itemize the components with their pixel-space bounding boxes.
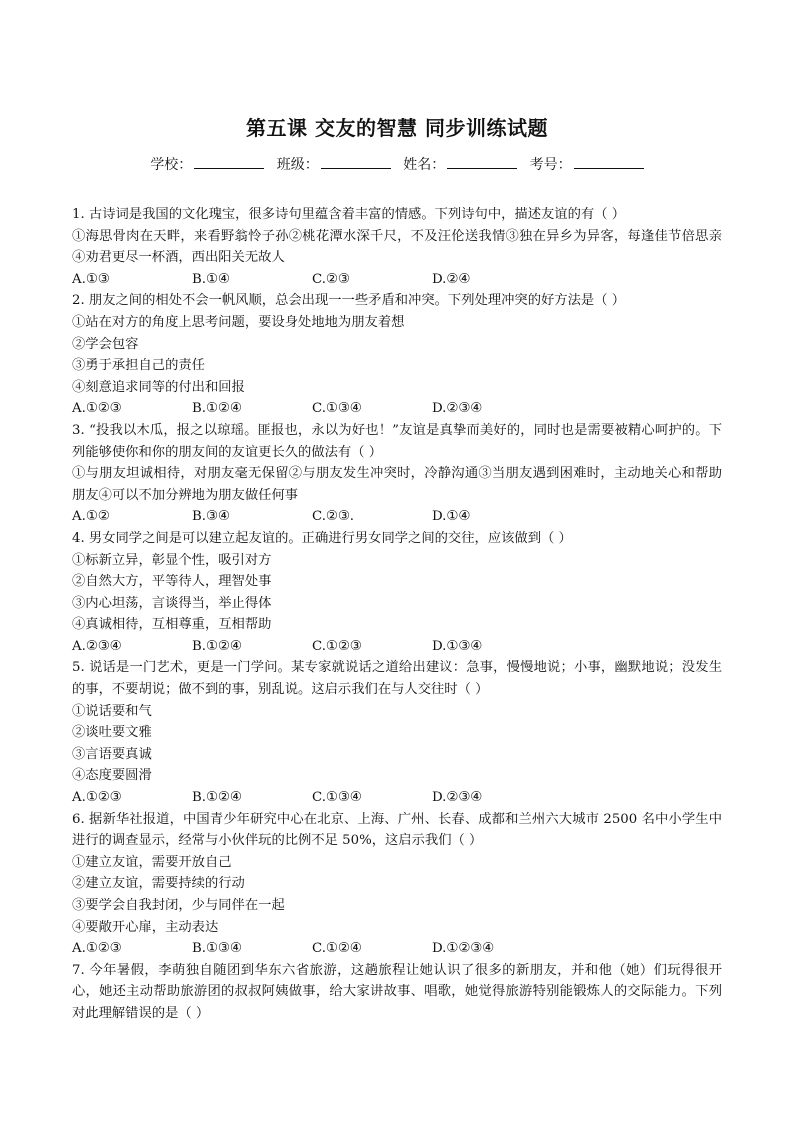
answer-option-b[interactable]: B.①②④ xyxy=(192,638,242,654)
answer-option-c[interactable]: C.①②④ xyxy=(312,941,362,957)
question-4 xyxy=(72,528,722,658)
number-field[interactable] xyxy=(530,154,644,174)
statement-line: ①标新立异，彰显个性，吸引对方 xyxy=(72,552,272,568)
class-field[interactable] xyxy=(277,154,391,174)
answer-option-c[interactable]: C.①②③ xyxy=(312,638,362,654)
answer-option-b[interactable]: B.①②④ xyxy=(192,401,242,417)
statement-line: ③勇于承担自己的责任 xyxy=(72,358,205,374)
statement-line: ③内心坦荡，言谈得当，举止得体 xyxy=(72,595,272,611)
answer-option-a[interactable]: A.②③④ xyxy=(72,638,122,654)
answer-option-d[interactable]: D.①③④ xyxy=(432,638,483,654)
answer-option-d[interactable]: D.①④ xyxy=(432,509,471,525)
answer-option-b[interactable]: B.①②④ xyxy=(192,790,242,806)
name-blank[interactable] xyxy=(447,156,517,169)
statement-line: ③要学会自我封闭，少与同伴在一起 xyxy=(72,898,285,913)
student-info-row xyxy=(0,154,794,174)
class-blank[interactable] xyxy=(321,156,391,169)
class-label: 班级： xyxy=(276,157,319,173)
statement-line: ①站在对方的角度上思考问题，要设身处地地为朋友着想 xyxy=(72,314,405,330)
school-field[interactable] xyxy=(150,154,264,174)
statement-line: ②自然大方，平等待人，理智处事 xyxy=(72,574,272,590)
question-5 xyxy=(72,657,722,808)
option-row xyxy=(72,938,722,960)
question-stem: 3. “投我以木瓜，报之以琼瑶。匪报也，永以为好也！”友谊是真挚而美好的，同时也是需要被精心呵护的。下列能够使你和你的朋友间的友谊更长久的做法有（ ） xyxy=(72,422,722,460)
answer-option-b[interactable]: B.①③④ xyxy=(192,941,242,957)
answer-option-b[interactable]: B.①④ xyxy=(192,271,230,287)
page-title: 第五课 交友的智慧 同步训练试题 xyxy=(246,116,548,140)
question-stem: 4. 男女同学之间是可以建立起友谊的。正确进行男女同学之间的交往，应该做到（ ） xyxy=(72,530,572,546)
name-label: 姓名： xyxy=(403,157,446,173)
question-stem: 5. 说话是一门艺术，更是一门学问。某专家就说话之道给出建议：急事，慢慢地说；小事，幽默地说；没发生的事，不要胡说；做不到的事，别乱说。这启示我们在与人交往时（ ） xyxy=(72,660,722,698)
statement-line: ③言语要真诚 xyxy=(72,746,152,762)
answer-option-c[interactable]: C.②③ xyxy=(312,271,350,287)
school-blank[interactable] xyxy=(194,156,264,169)
question-3 xyxy=(72,420,722,528)
school-label: 学校： xyxy=(150,157,193,173)
statement-line: ④要敞开心扉，主动表达 xyxy=(72,919,219,935)
answer-option-d[interactable]: D.②④ xyxy=(432,271,471,287)
statement-line: ①说话要和气 xyxy=(72,703,152,719)
answer-option-d[interactable]: D.②③④ xyxy=(432,401,483,417)
number-label: 考号： xyxy=(529,157,572,173)
answer-option-c[interactable]: C.①③④ xyxy=(312,401,362,417)
question-stem: 7. 今年暑假，李萌独自随团到华东六省旅游，这趟旅程让她认识了很多的新朋友，并和他（她）们玩得很开心，她还主动帮助旅游团的叔叔阿姨做事，给大家讲故事、唱歌，她觉得旅游特别能锻炼人的交际能力。下列对此理解错误的是（ ） xyxy=(72,962,722,1021)
statement-line: ②建立友谊，需要持续的行动 xyxy=(72,876,245,892)
question-stem: 2. 朋友之间的相处不会一帆风顺，总会出现一一些矛盾和冲突。下列处理冲突的好方法是（ ） xyxy=(72,293,626,309)
answer-option-d[interactable]: D.②③④ xyxy=(432,790,483,806)
answer-option-b[interactable]: B.③④ xyxy=(192,509,230,525)
question-1 xyxy=(72,204,722,290)
statement-line: ②谈吐要文雅 xyxy=(72,725,152,741)
answer-option-a[interactable]: A.①② xyxy=(72,509,110,525)
question-stem: 1. 古诗词是我国的文化瑰宝，很多诗句里蕴含着丰富的情感。下列诗句中，描述友谊的有（ ） xyxy=(72,207,626,222)
question-6 xyxy=(72,809,722,960)
answer-option-c[interactable]: C.①③④ xyxy=(312,790,362,806)
name-field[interactable] xyxy=(403,154,517,174)
answer-option-a[interactable]: A.①②③ xyxy=(72,790,122,806)
statement-line: ①海思骨肉在天畔，来看野翁怜子孙②桃花潭水深千尺，不及汪伦送我情③独在异乡为异客，每逢佳节倍思亲④劝君更尽一杯酒，西出阳关无故人 xyxy=(72,228,722,266)
answer-option-d[interactable]: D.①②③④ xyxy=(432,941,495,957)
statement-line: ①建立友谊，需要开放自己 xyxy=(72,854,232,870)
statement-line: ④真诚相待，互相尊重，互相帮助 xyxy=(72,617,272,633)
option-row xyxy=(72,269,722,291)
number-blank[interactable] xyxy=(574,156,644,169)
question-stem: 6. 据新华社报道，中国青少年研究中心在北京、上海、广州、长春、成都和兰州六大城市 2500 名中小学生中进行的调查显示，经常与小伙伴玩的比例不足 50%，这启示我们（ ） xyxy=(72,811,722,849)
answer-option-a[interactable]: A.①③ xyxy=(72,271,110,287)
option-row xyxy=(72,506,722,528)
option-row xyxy=(72,636,722,658)
answer-option-c[interactable]: C.②③. xyxy=(312,509,354,525)
statement-line: ④刻意追求同等的付出和回报 xyxy=(72,379,245,395)
option-row xyxy=(72,398,722,420)
statement-line: ②学会包容 xyxy=(72,336,139,352)
question-2 xyxy=(72,290,722,420)
option-row xyxy=(72,787,722,809)
question-7 xyxy=(72,960,722,1025)
answer-option-a[interactable]: A.①②③ xyxy=(72,401,122,417)
statement-line: ①与朋友坦诚相待，对朋友毫无保留②与朋友发生冲突时，冷静沟通③当朋友遇到困难时，主动地关心和帮助朋友④可以不加分辨地为朋友做任何事 xyxy=(72,466,722,503)
statement-line: ④态度要圆滑 xyxy=(72,768,152,784)
question-list xyxy=(72,204,722,1025)
answer-option-a[interactable]: A.①②③ xyxy=(72,941,122,957)
